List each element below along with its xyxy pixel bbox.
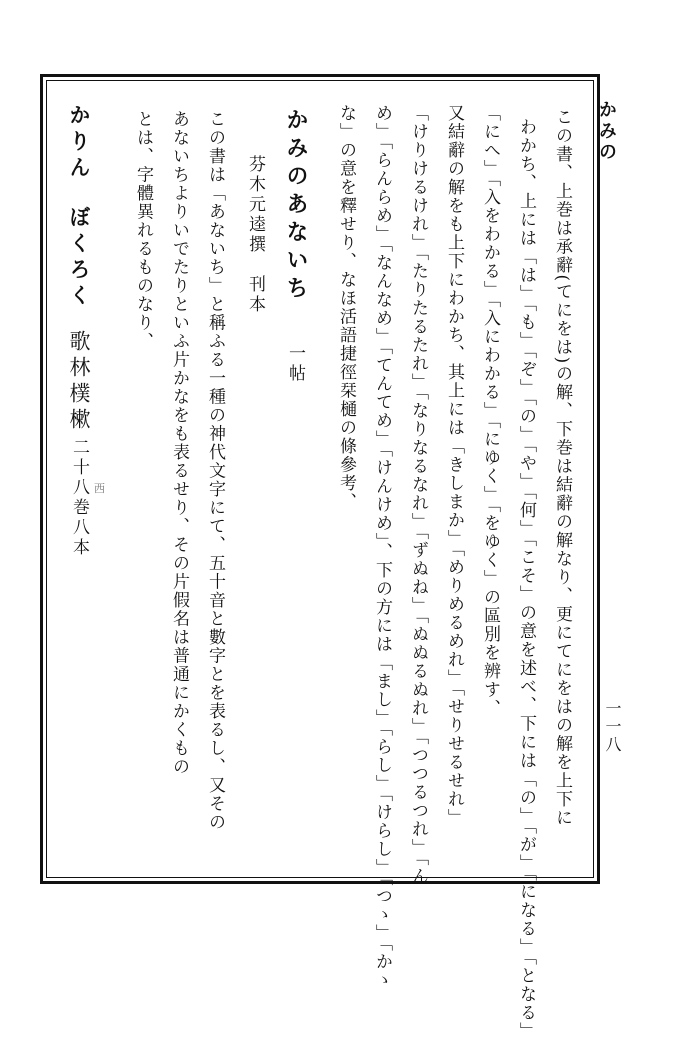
kamino-line-7: な」の意を釋せり、なほ活語捷徑栞樋の條參考、 bbox=[336, 104, 356, 511]
page-number: 一一八 bbox=[603, 700, 622, 754]
kamino-line-5: 「けりけるけれ」「たりたるたれ」「なりなるなれ」「ずぬね」「ぬぬるぬれ」「つつるつれ」「ん bbox=[408, 104, 428, 886]
page-frame-inner bbox=[46, 80, 594, 878]
anaichi-heading: かみのあないち bbox=[283, 108, 309, 304]
kamino-line-4: 又結辭の解をも上下にわかち、其上には「きしまか」「めりめるめれ」「せりせるせれ」 bbox=[444, 104, 464, 827]
anaichi-author: 芬木元逵撰 刊本 bbox=[245, 155, 265, 315]
anaichi-count: 一帖 bbox=[285, 344, 305, 384]
running-header: かみの bbox=[596, 100, 617, 163]
karin-volumes: 二十八巻八本 bbox=[69, 438, 89, 558]
karin-title bbox=[68, 104, 90, 310]
kamino-line-6: め」「らんらめ」「なんなめ」「てんてめ」「けんけめ」、下の方には「まし」「らし」「けらし」「つゝ」「かゝ bbox=[372, 104, 392, 990]
kamino-line-2: わかち、上には「は」「も」「ぞ」「の」「や」「何」「こそ」の意を述べ、下には「の」「が」「になる」「となる」 bbox=[516, 118, 536, 1041]
margin-mark: 西 bbox=[94, 482, 105, 495]
kamino-line-3: 「にへ」「入をわかる」「入にわかる」「にゆく」「をゆく」の區別を辨す、 bbox=[480, 104, 500, 718]
anaichi-line-1: この書は「あないち」と稱ふる一種の神代文字にて、五十音と數字とを表るし、又その bbox=[205, 110, 225, 832]
anaichi-line-2: あないちよりいでたりといふ片かなをも表るせり、その片假名は普通にかくもの bbox=[169, 110, 189, 776]
karin-kanji-title: 歌林樸樕 bbox=[67, 330, 91, 434]
karin-title-part1: かりん bbox=[67, 104, 92, 182]
kamino-line-1: この書、上巻は承辭(てにをは)の解、下巻は結辭の解なり、更にてにをはの解を上下に bbox=[552, 108, 572, 828]
karin-title-part2: ぼくろく bbox=[67, 206, 92, 310]
anaichi-line-3: とは、字體異れるものなり、 bbox=[133, 110, 153, 351]
